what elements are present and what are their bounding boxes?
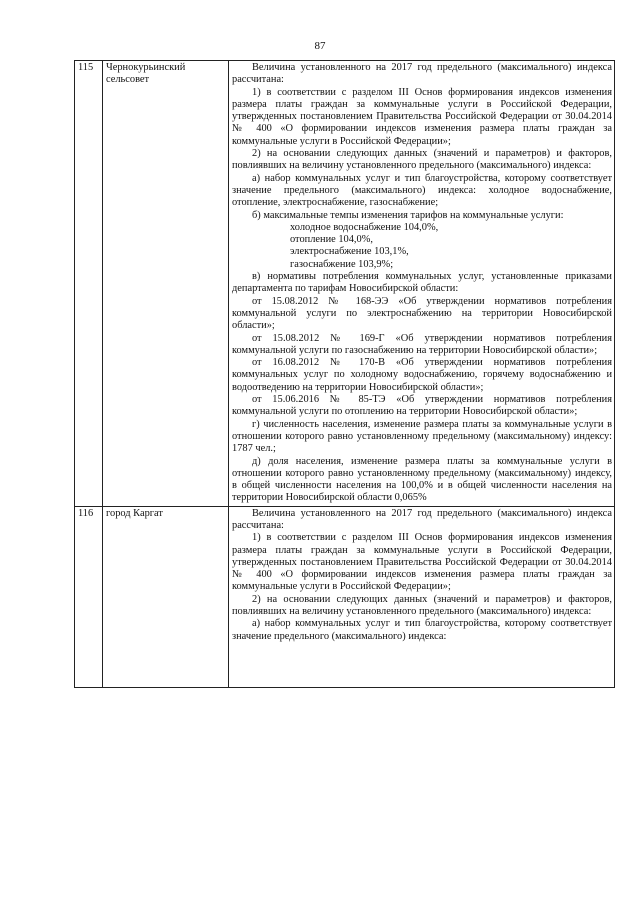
table-row [75, 61, 615, 507]
municipality-name: Чернокурьинский сельсовет [103, 61, 229, 507]
paragraph: от 15.08.2012 № 168-ЭЭ «Об утверждении нормативов потребления коммунальной услуги по электроснабжению на территории Новосибирской области»; [232, 295, 612, 332]
paragraph: а) набор коммунальных услуг и тип благоустройства, которому соответствует значение предельного (максимального) индекса: холодное водоснабжение, отопление, электроснабжение, газоснабжение; [232, 172, 612, 209]
paragraph: 1) в соответствии с разделом III Основ формирования индексов изменения размера платы граждан за коммунальные услуги в Российской Федерации, утвержденных постановлением Правительства Российской Федерации от 30.04.2014 № 400 «О формировании индексов изменения размера платы граждан за коммунальные услуги в Российской Федерации»; [232, 86, 612, 147]
paragraph: 1) в соответствии с разделом III Основ формирования индексов изменения размера платы граждан за коммунальные услуги в Российской Федерации, утвержденных постановлением Правительства Российской Федерации от 30.04.2014 № 400 «О формировании индексов изменения размера платы граждан за коммунальные услуги в Российской Федерации»; [232, 532, 612, 593]
tariff-item: холодное водоснабжение 104,0%, [290, 221, 439, 233]
paragraph: б) максимальные темпы изменения тарифов на коммунальные услуги: [252, 209, 564, 221]
row-number: 115 [75, 61, 103, 507]
justification-text [229, 61, 615, 507]
row-number: 116 [75, 506, 103, 687]
paragraph: г) численность населения, изменение размера платы за коммунальные услуги в отношении которого равно установленному предельному (максимальному) индексу: 1787 чел.; [232, 418, 612, 455]
page-number: 87 [314, 40, 326, 52]
paragraph: д) доля населения, изменение размера платы за коммунальные услуги в отношении которого равно установленному предельному (максимальному) индексу, в общей численности населения на 100,0% и в общей численности населения на территории Новосибирской области 0,065% [232, 455, 612, 504]
paragraph: Величина установленного на 2017 год предельного (максимального) индекса рассчитана: [232, 62, 612, 86]
justification-text [229, 506, 615, 687]
paragraph: от 16.08.2012 № 170-В «Об утверждении нормативов потребления коммунальных услуг по холодному водоснабжению, горячему водоснабжению и водоотведению на территории Новосибирской области»; [232, 357, 612, 393]
tariff-item: газоснабжение 103,9%; [290, 258, 394, 270]
tariff-item: отопление 104,0%, [290, 234, 373, 246]
tariff-item: электроснабжение 103,1%, [290, 246, 409, 258]
paragraph: от 15.06.2016 № 85-ТЭ «Об утверждении нормативов потребления коммунальной услуги по отоплению на территории Новосибирской области»; [232, 394, 612, 418]
table-row [75, 506, 615, 687]
paragraph: 2) на основании следующих данных (значений и параметров) и факторов, повлиявших на величину установленного предельного (максимального) индекса: [232, 593, 612, 618]
paragraph: в) нормативы потребления коммунальных услуг, установленные приказами департамента по тарифам Новосибирской области: [232, 271, 612, 295]
paragraph: 2) на основании следующих данных (значений и параметров) и факторов, повлиявших на величину установленного предельного (максимального) индекса: [232, 148, 612, 172]
municipality-name: город Каргат [103, 506, 229, 687]
paragraph: Величина установленного на 2017 год предельного (максимального) индекса рассчитана: [232, 507, 612, 531]
paragraph: а) набор коммунальных услуг и тип благоустройства, которому соответствует значение предельного (максимального) индекса: [232, 618, 612, 642]
paragraph: от 15.08.2012 № 169-Г «Об утверждении нормативов потребления коммунальной услуги по газоснабжению на территории Новосибирской области»; [232, 332, 612, 356]
index-justification-table [74, 60, 615, 688]
